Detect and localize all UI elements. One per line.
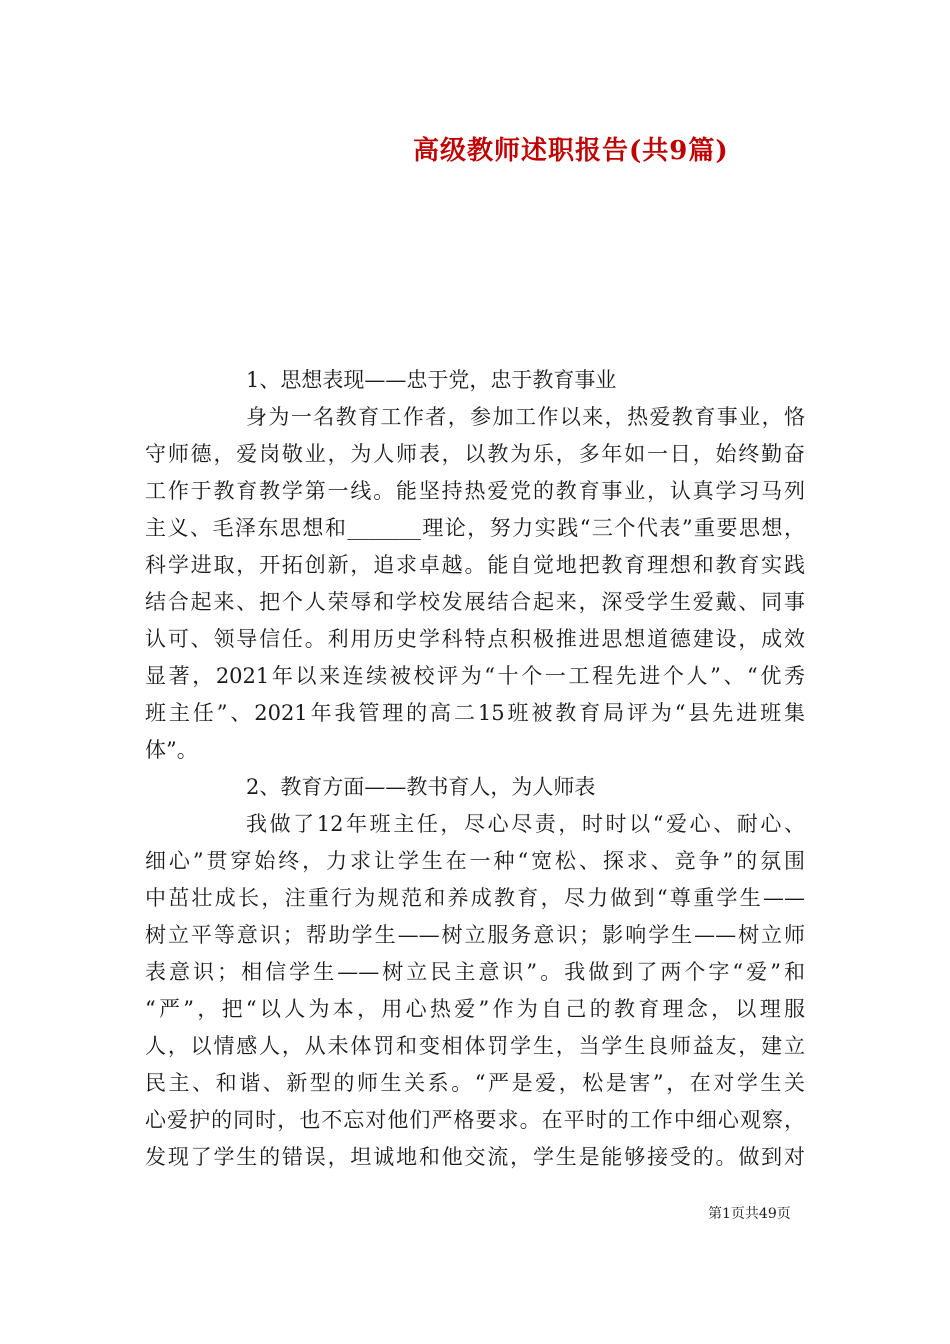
paragraph-line: 我做了12年班主任，尽心尽责，时时以“爱心、耐心、	[246, 812, 805, 836]
paragraph-line: 守师德，爱岗敬业，为人师表，以教为乐，多年如一日，始终勤奋	[145, 442, 805, 466]
paragraph-line: 显著，2021年以来连续被校评为“十个一工程先进个人”、“优秀	[145, 664, 805, 688]
page-title: 高级教师述职报告(共9篇)	[413, 136, 729, 166]
paragraph-line: 中茁壮成长，注重行为规范和养成教育，尽力做到“尊重学生——	[145, 886, 805, 910]
paragraph-line: 认可、领导信任。利用历史学科特点积极推进思想道德建设，成效	[145, 627, 805, 651]
section-heading: 2、教育方面——教书育人，为人师表	[246, 775, 596, 799]
paragraph-line: 工作于教育教学第一线。能坚持热爱党的教育事业，认真学习马列	[145, 479, 805, 503]
document-body	[145, 362, 805, 1176]
paragraph-line: 细心”贯穿始终，力求让学生在一种“宽松、探求、竞争”的氛围	[145, 849, 805, 873]
paragraph-line: “严”，把“以人为本，用心热爱”作为自己的教育理念，以理服	[145, 997, 805, 1021]
paragraph-line: 树立平等意识；帮助学生——树立服务意识；影响学生——树立师	[145, 923, 805, 947]
page-number-footer: 第1页共49页	[708, 1206, 791, 1222]
paragraph-line: 主义、毛泽东思想和_______理论，努力实践“三个代表”重要思想，	[145, 516, 805, 540]
paragraph-line: 人，以情感人，从未体罚和变相体罚学生，当学生良师益友，建立	[145, 1034, 805, 1058]
paragraph-line: 体”。	[145, 738, 198, 762]
paragraph-line: 班主任”、2021年我管理的高二15班被教育局评为“县先进班集	[145, 701, 805, 725]
paragraph-line: 发现了学生的错误，坦诚地和他交流，学生是能够接受的。做到对	[145, 1145, 805, 1169]
paragraph-line: 表意识；相信学生——树立民主意识”。我做到了两个字“爱”和	[145, 960, 805, 984]
paragraph-line: 身为一名教育工作者，参加工作以来，热爱教育事业，恪	[246, 405, 805, 429]
paragraph-line: 心爱护的同时，也不忘对他们严格要求。在平时的工作中细心观察，	[145, 1108, 805, 1132]
paragraph-line: 科学进取，开拓创新，追求卓越。能自觉地把教育理想和教育实践	[145, 553, 805, 577]
paragraph-line: 民主、和谐、新型的师生关系。“严是爱，松是害”，在对学生关	[145, 1071, 805, 1095]
paragraph-line: 结合起来、把个人荣辱和学校发展结合起来，深受学生爱戴、同事	[145, 590, 805, 614]
section-heading: 1、思想表现——忠于党，忠于教育事业	[246, 368, 617, 392]
